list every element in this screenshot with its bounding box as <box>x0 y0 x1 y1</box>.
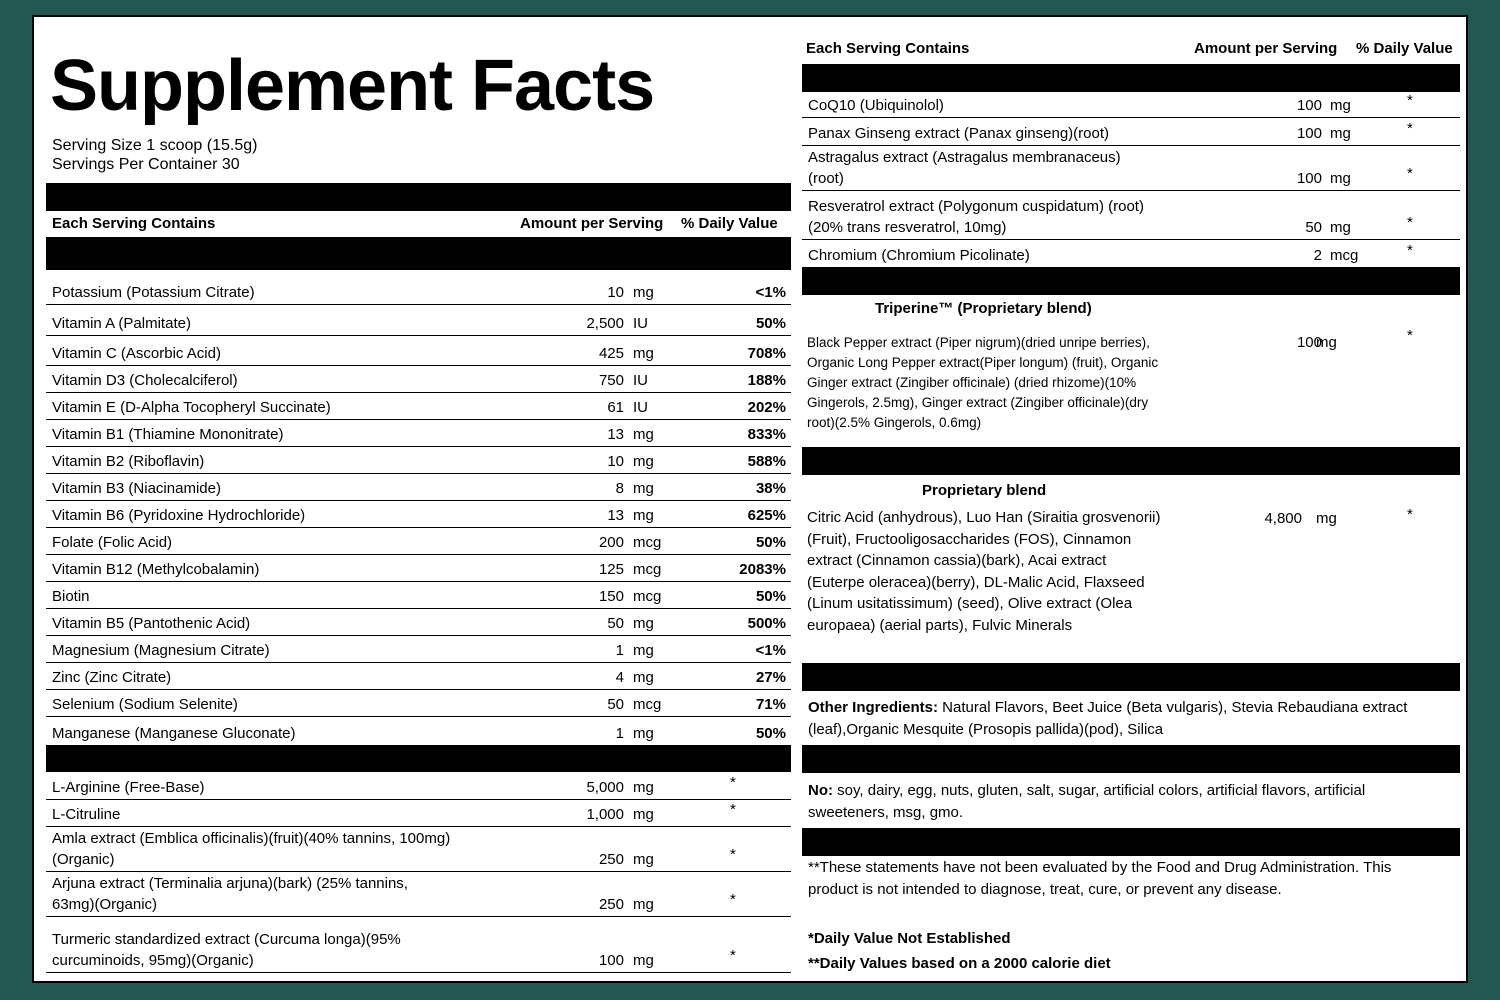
nutrient-amount: 2 <box>1313 247 1322 264</box>
nutrient-amount: 200 <box>598 534 624 551</box>
nutrient-name: Zinc (Zinc Citrate) <box>52 669 172 686</box>
header-daily-value: % Daily Value <box>681 215 778 232</box>
nutrient-daily-value: 2083% <box>739 561 786 578</box>
nutrient-amount: 5,000 <box>586 779 624 796</box>
nutrient-daily-value: * <box>730 891 736 908</box>
nutrient-amount: 10 <box>607 453 624 470</box>
nutrient-amount: 13 <box>607 426 624 443</box>
header-amount: Amount per Serving <box>520 215 664 232</box>
nutrient-unit: mg <box>633 480 654 497</box>
nutrient-amount: 13 <box>607 507 624 524</box>
nutrient-unit: mcg <box>1330 247 1359 264</box>
table-row <box>46 419 791 447</box>
table-row <box>46 662 791 690</box>
nutrient-unit: mg <box>1330 170 1351 187</box>
nutrient-daily-value: 50% <box>755 588 786 605</box>
nutrient-name: Folate (Folic Acid) <box>52 534 173 551</box>
nutrient-daily-value: 50% <box>755 534 786 551</box>
nutrient-unit: mg <box>633 725 654 742</box>
proprietary-name: Proprietary blend <box>922 482 1047 499</box>
nutrient-name: Vitamin B6 (Pyridoxine Hydrochloride) <box>52 507 306 524</box>
nutrient-name: Vitamin E (D-Alpha Tocopheryl Succinate) <box>52 399 331 416</box>
nutrient-unit: mcg <box>633 588 662 605</box>
nutrient-daily-value: 188% <box>747 372 786 389</box>
table-row <box>46 689 791 717</box>
nutrient-daily-value: 500% <box>747 615 786 632</box>
table-row <box>46 473 791 501</box>
nutrient-unit: mcg <box>633 561 662 578</box>
nutrient-amount: 750 <box>598 372 624 389</box>
nutrient-unit: mg <box>633 284 654 301</box>
nutrient-amount: 50 <box>607 615 624 632</box>
nutrient-unit: IU <box>633 399 648 416</box>
nutrient-unit: mg <box>633 507 654 524</box>
nutrient-amount: 10 <box>607 284 624 301</box>
nutrient-name: Vitamin B12 (Methylcobalamin) <box>52 561 260 578</box>
table-row <box>46 635 791 663</box>
other-ingredients-label: Other Ingredients: <box>808 699 939 716</box>
table-row <box>46 716 791 746</box>
table-row <box>46 917 791 973</box>
nutrient-daily-value: 833% <box>747 426 786 443</box>
divider-bar <box>802 663 1460 691</box>
triperine-name: Triperine™ (Proprietary blend) <box>875 300 1092 317</box>
nutrient-daily-value: * <box>1407 242 1413 259</box>
nutrient-daily-value: * <box>730 947 736 964</box>
header-each-serving: Each Serving Contains <box>52 215 216 232</box>
divider-bar <box>802 828 1460 856</box>
nutrient-amount: 250 <box>598 851 624 868</box>
nutrient-name: Chromium (Chromium Picolinate) <box>808 247 1030 264</box>
nutrient-unit: mg <box>633 779 654 796</box>
table-row <box>46 554 791 582</box>
nutrient-unit: mg <box>633 426 654 443</box>
nutrient-unit: mg <box>1330 97 1351 114</box>
divider-bar <box>802 267 1460 295</box>
nutrient-name: L-Arginine (Free-Base) <box>52 779 205 796</box>
free-from-text: soy, dairy, egg, nuts, gluten, salt, sugar, artificial colors, artificial flavors, artificial sweeteners, msg, gmo. <box>808 782 1366 821</box>
nutrient-amount: 1 <box>615 725 624 742</box>
nutrient-daily-value: * <box>1407 120 1413 137</box>
nutrient-unit: mcg <box>633 696 662 713</box>
divider-bar <box>46 745 791 772</box>
nutrient-daily-value: 27% <box>755 669 786 686</box>
nutrient-name: Biotin <box>52 588 90 605</box>
table-row <box>802 117 1460 146</box>
table-row <box>46 608 791 636</box>
nutrient-daily-value: 588% <box>747 453 786 470</box>
nutrient-name: CoQ10 (Ubiquinolol) <box>808 97 944 114</box>
nutrient-name: L-Citruline <box>52 806 121 823</box>
table-row <box>46 581 791 609</box>
other-ingredients <box>808 697 1430 741</box>
table-row <box>46 826 791 872</box>
nutrient-daily-value: * <box>730 801 736 818</box>
nutrient-unit: IU <box>633 372 648 389</box>
nutrient-name: Astragalus extract (Astragalus membranaceus) (root) <box>808 149 1121 187</box>
table-row <box>46 304 791 336</box>
nutrient-name: Vitamin A (Palmitate) <box>52 315 191 332</box>
serving-info <box>52 136 257 174</box>
nutrient-amount: 150 <box>598 588 624 605</box>
divider-bar <box>46 237 791 270</box>
nutrient-amount: 250 <box>598 896 624 913</box>
triperine-dv: * <box>1407 327 1413 344</box>
table-row <box>46 774 791 800</box>
nutrient-amount: 61 <box>607 399 624 416</box>
nutrient-unit: mg <box>633 806 654 823</box>
footnote-daily-value-not-established: *Daily Value Not Established <box>808 930 1011 947</box>
nutrient-name: Potassium (Potassium Citrate) <box>52 284 255 301</box>
nutrient-daily-value: <1% <box>755 284 786 301</box>
proprietary-dv: * <box>1407 506 1413 523</box>
table-row <box>46 365 791 393</box>
nutrient-unit: mg <box>633 642 654 659</box>
proprietary-ingredients: Citric Acid (anhydrous), Luo Han (Siraitia grosvenorii) (Fruit), Fructooligosaccharides (FOS), Cinnamon extract (Cinnamon cassia)(bark), Acai extract (Euterpe oleracea)(berry), DL-Malic Acid, Flaxseed (Linum usitatissimum) (seed), Olive extract (Olea europaea) (aerial parts), Fulvic Minerals <box>807 509 1161 634</box>
nutrient-amount: 425 <box>598 345 624 362</box>
nutrient-daily-value: 202% <box>747 399 786 416</box>
nutrient-daily-value: * <box>1407 214 1413 231</box>
header-daily-value: % Daily Value <box>1356 40 1453 57</box>
table-row <box>46 799 791 827</box>
header-each-serving: Each Serving Contains <box>806 40 970 57</box>
nutrient-amount: 1 <box>615 642 624 659</box>
triperine-unit: mg <box>1316 334 1337 351</box>
nutrient-amount: 125 <box>598 561 624 578</box>
page-title: Supplement Facts <box>50 46 655 126</box>
nutrient-name: Panax Ginseng extract (Panax ginseng)(root) <box>808 125 1109 142</box>
nutrient-daily-value: <1% <box>755 642 786 659</box>
nutrient-daily-value: 708% <box>747 345 786 362</box>
nutrient-name: Vitamin D3 (Cholecalciferol) <box>52 372 238 389</box>
nutrient-unit: mg <box>633 453 654 470</box>
nutrient-amount: 50 <box>607 696 624 713</box>
nutrient-daily-value: 71% <box>755 696 786 713</box>
table-row <box>46 500 791 528</box>
nutrient-unit: mg <box>633 952 654 969</box>
nutrient-unit: mcg <box>633 534 662 551</box>
nutrient-daily-value: * <box>1407 165 1413 182</box>
nutrient-name: Vitamin B3 (Niacinamide) <box>52 480 221 497</box>
divider-bar <box>802 447 1460 475</box>
nutrient-daily-value: 50% <box>755 725 786 742</box>
divider-bar <box>802 745 1460 773</box>
nutrient-amount: 100 <box>598 952 624 969</box>
nutrient-unit: mg <box>633 851 654 868</box>
nutrient-unit: mg <box>633 669 654 686</box>
right-table-header <box>802 40 1460 60</box>
free-from-label: No: <box>808 782 833 799</box>
nutrient-unit: mg <box>633 345 654 362</box>
nutrient-daily-value: 38% <box>755 480 786 497</box>
fda-disclaimer: **These statements have not been evaluated by the Food and Drug Administration. This product is not intended to diagnose, treat, cure, or prevent any disease. <box>808 859 1392 898</box>
free-from-list <box>808 780 1430 824</box>
serving-size: Serving Size 1 scoop (15.5g) <box>52 137 258 154</box>
header-amount: Amount per Serving <box>1194 40 1338 57</box>
nutrient-name: Magnesium (Magnesium Citrate) <box>52 642 270 659</box>
table-row <box>46 871 791 917</box>
nutrient-amount: 100 <box>1296 97 1322 114</box>
left-table-header <box>46 215 791 235</box>
nutrient-daily-value: * <box>1407 92 1413 109</box>
table-row <box>46 527 791 555</box>
nutrient-name: Vitamin B1 (Thiamine Mononitrate) <box>52 426 284 443</box>
nutrient-amount: 2,500 <box>586 315 624 332</box>
nutrient-amount: 8 <box>615 480 624 497</box>
table-row <box>802 94 1460 118</box>
triperine-ingredients: Black Pepper extract (Piper nigrum)(dried unripe berries), Organic Long Pepper extract(Piper longum) (fruit), Organic Ginger extract (Zingiber officinale) (dried rhizome)(10% Gingerols, 2.5mg), Ginger extract (Zingiber officinale)(dry root)(2.5% Gingerols, 0.6mg) <box>807 335 1159 430</box>
nutrient-name: Arjuna extract (Terminalia arjuna)(bark) (25% tannins, 63mg)(Organic) <box>52 875 408 913</box>
supplement-facts-panel <box>32 15 1468 983</box>
table-row <box>802 239 1460 268</box>
nutrient-unit: mg <box>1330 219 1351 236</box>
nutrient-name: Vitamin B5 (Pantothenic Acid) <box>52 615 251 632</box>
nutrient-unit: mg <box>1330 125 1351 142</box>
table-row <box>46 335 791 366</box>
footnote-calorie-diet: **Daily Values based on a 2000 calorie diet <box>808 955 1111 972</box>
table-row <box>46 392 791 420</box>
divider-bar <box>46 183 791 211</box>
table-row <box>46 446 791 474</box>
servings-per-container: Servings Per Container 30 <box>52 156 240 173</box>
nutrient-name: Selenium (Sodium Selenite) <box>52 696 238 713</box>
triperine-amount: 100 <box>1296 334 1322 351</box>
nutrient-name: Vitamin B2 (Riboflavin) <box>52 453 205 470</box>
nutrient-name: Resveratrol extract (Polygonum cuspidatum) (root)(20% trans resveratrol, 10mg) <box>808 198 1144 236</box>
nutrient-amount: 100 <box>1296 170 1322 187</box>
nutrient-unit: mg <box>633 615 654 632</box>
nutrient-daily-value: 625% <box>747 507 786 524</box>
nutrient-unit: IU <box>633 315 648 332</box>
nutrient-name: Vitamin C (Ascorbic Acid) <box>52 345 221 362</box>
nutrient-amount: 50 <box>1305 219 1322 236</box>
divider-bar <box>802 64 1460 92</box>
nutrient-daily-value: * <box>730 774 736 791</box>
table-row <box>802 190 1460 240</box>
proprietary-amount: 4,800 <box>1264 510 1302 527</box>
nutrient-unit: mg <box>633 896 654 913</box>
other-ingredients-text: Natural Flavors, Beet Juice (Beta vulgaris), Stevia Rebaudiana extract (leaf),Organic Mesquite (Prosopis pallida)(pod), Silica <box>808 699 1408 738</box>
nutrient-name: Manganese (Manganese Gluconate) <box>52 725 296 742</box>
nutrient-amount: 4 <box>615 669 624 686</box>
table-row <box>802 145 1460 191</box>
nutrient-name: Turmeric standardized extract (Curcuma longa)(95% curcuminoids, 95mg)(Organic) <box>52 931 401 969</box>
proprietary-unit: mg <box>1316 510 1337 527</box>
nutrient-amount: 1,000 <box>586 806 624 823</box>
nutrient-amount: 100 <box>1296 125 1322 142</box>
nutrient-daily-value: * <box>730 846 736 863</box>
nutrient-daily-value: 50% <box>755 315 786 332</box>
nutrient-name: Amla extract (Emblica officinalis)(fruit)(40% tannins, 100mg)(Organic) <box>52 830 451 868</box>
table-row <box>46 282 791 305</box>
